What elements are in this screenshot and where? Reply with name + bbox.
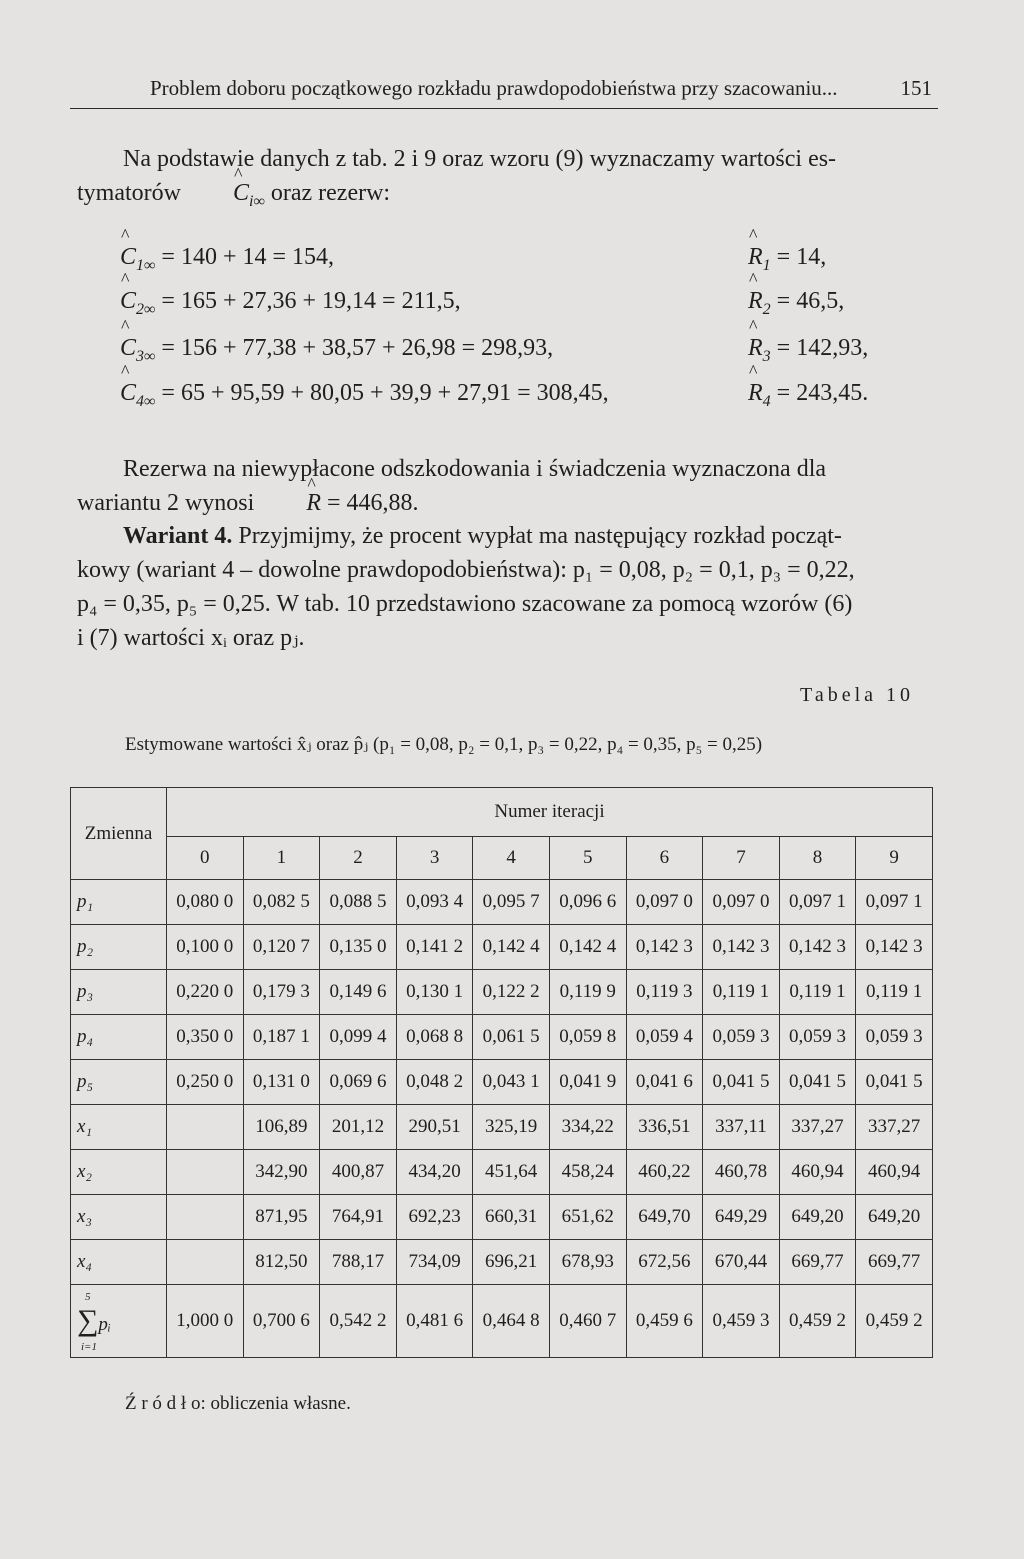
table-cell: 649,20 — [779, 1195, 856, 1240]
table-cell: 0,131 0 — [243, 1060, 320, 1105]
equation-lhs-3: ^ $C_{3\infty} = 156 + 77,38 + 38,57 + 26,98 = 298,93$, — [120, 335, 553, 366]
table-row — [71, 1060, 933, 1105]
table-cell: 0,220 0 — [167, 970, 244, 1015]
table-cell: 0,119 1 — [779, 970, 856, 1015]
table-cell: 0,059 8 — [549, 1015, 626, 1060]
reserve-line1: Rezerwa na niewypłacone odszkodowania i świadczenia wyznaczona dla — [123, 456, 827, 482]
sum-row — [71, 1285, 933, 1358]
table-cell: 0,119 1 — [703, 970, 780, 1015]
table-cell: 0,059 3 — [779, 1015, 856, 1060]
table-cell: 0,082 5 — [243, 880, 320, 925]
table-cell: 0,097 1 — [856, 880, 933, 925]
source-note: Ź r ó d ł o: obliczenia własne. — [125, 1393, 351, 1414]
iteration-header: 7 — [703, 837, 780, 880]
table-cell: 0,179 3 — [243, 970, 320, 1015]
table-cell: 0,041 9 — [549, 1060, 626, 1105]
header-title: Problem doboru początkowego rozkładu prawdopodobieństwa przy szacowaniu... — [150, 76, 838, 100]
iteration-header: 0 — [167, 837, 244, 880]
table-cell: 334,22 — [549, 1105, 626, 1150]
row-variable: x₂ — [71, 1150, 167, 1195]
table-cell: 0,459 2 — [856, 1285, 933, 1358]
equation-lhs-2: ^ $C_{2\infty} = 165 + 27,36 + 19,14 = 211,5$, — [120, 288, 461, 319]
table-cell: 0,069 6 — [320, 1060, 397, 1105]
table-cell: 337,27 — [856, 1105, 933, 1150]
variant-text1: Przyjmijmy, że procent wypłat ma następujący rozkład począt- — [232, 523, 842, 549]
table-row — [71, 970, 933, 1015]
table-cell: 0,059 3 — [703, 1015, 780, 1060]
table-cell: 696,21 — [473, 1240, 550, 1285]
table-cell: 0,041 5 — [779, 1060, 856, 1105]
row-variable: x₁ — [71, 1105, 167, 1150]
table-row — [71, 1015, 933, 1060]
table-cell: 0,041 5 — [856, 1060, 933, 1105]
intro-line1: Na podstawie danych z tab. 2 i 9 oraz wzoru (9) wyznaczamy wartości es- — [123, 146, 837, 172]
equation-rhs-2: ^ $R_2 = 46,5$, — [748, 288, 844, 319]
table-cell: 0,095 7 — [473, 880, 550, 925]
table-cell: 325,19 — [473, 1105, 550, 1150]
table-cell: 0,142 4 — [473, 925, 550, 970]
table-cell: 0,149 6 — [320, 970, 397, 1015]
c-hat-symbol: ^ C — [187, 176, 249, 210]
table-cell: 337,11 — [703, 1105, 780, 1150]
variant-text2: kowy (wariant 4 – dowolne prawdopodobieństwa): p₁ = 0,08, p₂ = 0,1, p₃ = 0,22, — [77, 557, 855, 583]
reserve-paragraph — [77, 452, 935, 520]
table-cell: 0,099 4 — [320, 1015, 397, 1060]
iteration-header: 3 — [396, 837, 473, 880]
table-body — [71, 880, 933, 1285]
table-cell: 400,87 — [320, 1150, 397, 1195]
table-cell: 0,141 2 — [396, 925, 473, 970]
row-variable: x₃ — [71, 1195, 167, 1240]
table-cell: 0,135 0 — [320, 925, 397, 970]
table-cell: 342,90 — [243, 1150, 320, 1195]
table-cell: 460,94 — [856, 1150, 933, 1195]
table-row — [71, 925, 933, 970]
table-row — [71, 1240, 933, 1285]
table-cell: 0,130 1 — [396, 970, 473, 1015]
table-cell: 649,29 — [703, 1195, 780, 1240]
table-cell: 0,250 0 — [167, 1060, 244, 1105]
table-cell: 692,23 — [396, 1195, 473, 1240]
reserve-value: = 446,88. — [320, 490, 419, 516]
table-cell: 0,048 2 — [396, 1060, 473, 1105]
equation-lhs-4: ^ $C_{4\infty} = 65 + 95,59 + 80,05 + 39,9 + 27,91 = 308,45$, — [120, 380, 609, 411]
table-cell: 0,481 6 — [396, 1285, 473, 1358]
table-cell — [167, 1240, 244, 1285]
table-cell: 0,459 6 — [626, 1285, 703, 1358]
table-cell: 670,44 — [703, 1240, 780, 1285]
table-cell — [167, 1195, 244, 1240]
iteration-header: 1 — [243, 837, 320, 880]
table-cell: 451,64 — [473, 1150, 550, 1195]
table-cell: 0,097 0 — [703, 880, 780, 925]
table-row — [71, 1195, 933, 1240]
intro-line2-a: tymatorów — [77, 180, 181, 206]
variant-text4: i (7) wartości xᵢ oraz pⱼ. — [77, 625, 305, 651]
table-cell: 0,542 2 — [320, 1285, 397, 1358]
page-number: 151 — [900, 76, 932, 100]
col-header-variable: Zmienna — [71, 788, 167, 880]
table-cell: 0,142 4 — [549, 925, 626, 970]
row-variable: p₂ — [71, 925, 167, 970]
table-row — [71, 1150, 933, 1195]
sigma-symbol: ∑ — [77, 1304, 99, 1337]
table-cell: 672,56 — [626, 1240, 703, 1285]
table-cell: 337,27 — [779, 1105, 856, 1150]
table-label: Tabela 10 — [800, 684, 915, 706]
table-cell: 0,059 3 — [856, 1015, 933, 1060]
table-cell: 871,95 — [243, 1195, 320, 1240]
table-row — [71, 880, 933, 925]
table-cell: 0,097 1 — [779, 880, 856, 925]
iteration-header: 9 — [856, 837, 933, 880]
iteration-table — [70, 787, 933, 1358]
equation-rhs-4: ^ $R_4 = 243,45$. — [748, 380, 868, 411]
iteration-number-row — [71, 837, 933, 880]
table-cell: 0,068 8 — [396, 1015, 473, 1060]
running-head — [150, 76, 932, 101]
equation-rhs-3: ^ $R_3 = 142,93$, — [748, 335, 868, 366]
iteration-header: 2 — [320, 837, 397, 880]
table-cell: 0,097 0 — [626, 880, 703, 925]
table-cell — [167, 1105, 244, 1150]
header-rule — [70, 108, 938, 109]
variant-label: Wariant 4. — [123, 523, 233, 549]
c-sub: i∞ — [249, 193, 265, 210]
row-variable: x₄ — [71, 1240, 167, 1285]
equation-rhs-1: ^ $R_1 = 14$, — [748, 244, 826, 275]
table-cell: 788,17 — [320, 1240, 397, 1285]
intro-paragraph — [77, 142, 935, 219]
intro-line2-b: oraz rezerw: — [270, 180, 391, 206]
table-cell: 0,460 7 — [549, 1285, 626, 1358]
table-cell: 0,187 1 — [243, 1015, 320, 1060]
table-cell: 0,059 4 — [626, 1015, 703, 1060]
table-cell: 0,122 2 — [473, 970, 550, 1015]
table-cell: 1,000 0 — [167, 1285, 244, 1358]
r-hat-symbol: ^ R — [260, 486, 321, 520]
table-cell: 0,119 9 — [549, 970, 626, 1015]
variant-paragraph — [77, 519, 935, 655]
table-cell — [167, 1150, 244, 1195]
table-cell: 0,080 0 — [167, 880, 244, 925]
table-cell: 0,043 1 — [473, 1060, 550, 1105]
table-row — [71, 1105, 933, 1150]
table-cell: 0,061 5 — [473, 1015, 550, 1060]
table-cell: 649,20 — [856, 1195, 933, 1240]
reserve-line2-a: wariantu 2 wynosi — [77, 490, 255, 516]
iteration-header: 6 — [626, 837, 703, 880]
table-cell: 434,20 — [396, 1150, 473, 1195]
table-cell: 812,50 — [243, 1240, 320, 1285]
row-variable: p₅ — [71, 1060, 167, 1105]
table-cell: 0,119 1 — [856, 970, 933, 1015]
table-cell: 678,93 — [549, 1240, 626, 1285]
table-cell: 0,120 7 — [243, 925, 320, 970]
table-cell: 0,459 2 — [779, 1285, 856, 1358]
equation-lhs-1: ^ $C_{1\infty} = 140 + 14 = 154$, — [120, 244, 334, 275]
table-cell: 669,77 — [856, 1240, 933, 1285]
table-cell: 336,51 — [626, 1105, 703, 1150]
table-cell: 0,700 6 — [243, 1285, 320, 1358]
table-cell: 460,22 — [626, 1150, 703, 1195]
table-cell: 0,142 3 — [779, 925, 856, 970]
table-cell: 0,093 4 — [396, 880, 473, 925]
table-caption: Estymowane wartości x̂ⱼ oraz p̂ⱼ (p₁ = 0,08, p₂ = 0,1, p₃ = 0,22, p₄ = 0,35, p₅ = 0,25) — [125, 734, 763, 755]
table-cell: 0,119 3 — [626, 970, 703, 1015]
table-cell: 0,100 0 — [167, 925, 244, 970]
variant-text3: p₄ = 0,35, p₅ = 0,25. W tab. 10 przedstawiono szacowane za pomocą wzorów (6) — [77, 591, 853, 617]
table-cell: 0,459 3 — [703, 1285, 780, 1358]
table-header-row — [71, 788, 933, 837]
row-variable: p₃ — [71, 970, 167, 1015]
table-cell: 651,62 — [549, 1195, 626, 1240]
table-cell: 734,09 — [396, 1240, 473, 1285]
table-cell: 0,041 6 — [626, 1060, 703, 1105]
table-cell: 201,12 — [320, 1105, 397, 1150]
table-cell: 0,350 0 — [167, 1015, 244, 1060]
iteration-header: 4 — [473, 837, 550, 880]
table-cell: 669,77 — [779, 1240, 856, 1285]
iteration-header: 8 — [779, 837, 856, 880]
table-cell: 460,78 — [703, 1150, 780, 1195]
table-cell: 290,51 — [396, 1105, 473, 1150]
row-variable: p₁ — [71, 880, 167, 925]
table-cell: 0,464 8 — [473, 1285, 550, 1358]
table-cell: 458,24 — [549, 1150, 626, 1195]
table-cell: 0,142 3 — [703, 925, 780, 970]
table-cell: 0,142 3 — [626, 925, 703, 970]
col-header-iteration: Numer iteracji — [167, 788, 933, 837]
row-variable: p₄ — [71, 1015, 167, 1060]
table-cell: 649,70 — [626, 1195, 703, 1240]
table-cell: 0,142 3 — [856, 925, 933, 970]
table-cell: 460,94 — [779, 1150, 856, 1195]
table-cell: 764,91 — [320, 1195, 397, 1240]
table-cell: 660,31 — [473, 1195, 550, 1240]
table-cell: 0,041 5 — [703, 1060, 780, 1105]
iteration-header: 5 — [549, 837, 626, 880]
table-cell: 0,088 5 — [320, 880, 397, 925]
table-cell: 106,89 — [243, 1105, 320, 1150]
table-cell: 0,096 6 — [549, 880, 626, 925]
sum-label: 5 ∑pᵢ i=1 — [71, 1285, 167, 1358]
